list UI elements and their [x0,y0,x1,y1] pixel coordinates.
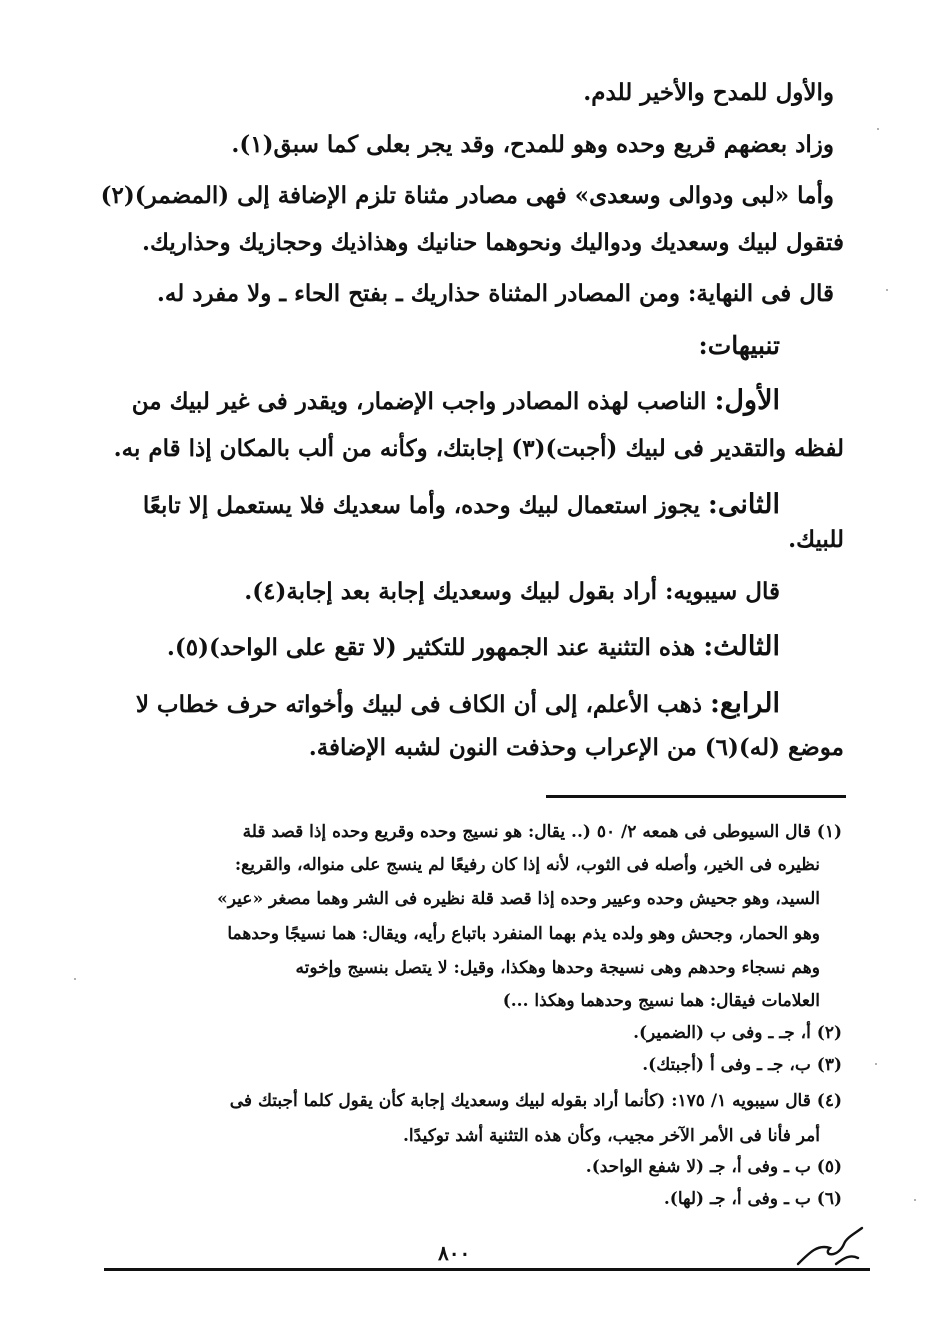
paragraph-first-line [132,386,780,417]
body-line: فتقول لبيك وسعديك ودواليك ونحوهما حنانيك وهذاذيك وحجازيك وحذاريك. [141,229,844,256]
paragraph-first-line [143,490,780,521]
paragraph-label: الثالث: [703,631,780,662]
body-line: قال فى النهاية: ومن المصادر المثناة حذاريك ـ بفتح الحاء ـ ولا مفرد له. [156,280,834,307]
paragraph-text: ذهب الأعلم، إلى أن الكاف فى لبيك وأخواته حرف خطاب لا [135,691,702,718]
body-line: وزاد بعضهم قريع وحده وهو للمدح، وقد يجر بعلى كما سبق(١). [231,131,834,158]
footnote-line: (٥) ب ـ وفى أ، جـ (لا شفع الواحد). [585,1157,842,1177]
paragraph-first-line [136,689,780,720]
paragraph-first-line [167,632,780,663]
paragraph-label: الرابع: [710,688,780,719]
footnote-line: (٢) أ، جـ ـ وفى ب (الضمير). [633,1023,842,1043]
body-line: قال سيبويه: أراد بقول لبيك وسعديك إجابة بعد إجابة(٤). [244,578,780,605]
footnote-separator [546,795,846,798]
catchword-scribble-icon [792,1214,872,1274]
footnote-line: (٦) ب ـ وفى أ، جـ (لها). [663,1189,842,1209]
footnote-line: (١) قال السيوطى فى همعه ٢/ ٥٠ (.. يقال: هو نسيج وحده وقريع وحده إذا قصد قلة [242,822,842,842]
paragraph-text: يجوز استعمال لبيك وحده، وأما سعديك فلا يستعمل إلا تابعًا [142,492,700,519]
footnote-line: (٤) قال سيبويه ١/ ١٧٥: (كأنما أراد بقوله لبيك وسعديك إجابة كأن يقول كلما أجبتك فى [229,1091,842,1111]
footnote-line: العلامات فيقال: هما نسيج وحدهما وهكذا ...) [502,991,820,1011]
body-line: والأول للمدح والأخير للدم. [583,79,834,106]
paragraph-text: الناصب لهذه المصادر واجب الإضمار، ويقدر فى غير لبيك من [131,388,707,415]
body-line: لفظه والتقدير فى لبيك (أجبت)(٣) إجابتك، وكأنه من ألب بالمكان إذا قام به. [113,435,844,462]
bottom-rule [104,1268,870,1271]
footnote-line: السيد، وهو جحيش وحده وعيير وحده إذا قصد قلة نظيره فى الشر وهما مصغر «عير» [217,889,820,909]
footnote-line: نظيره فى الخير، وأصله فى الثوب، لأنه إذا كان رفيعًا لم ينسج على منواله، والقريع: [234,855,820,875]
paragraph-label: الثانى: [707,489,780,520]
body-line: وأما «لبى ودوالى وسعدى» فهى مصادر مثناة تلزم الإضافة إلى (المضمر)(٢) [100,182,834,209]
page-number: ٨٠٠ [438,1241,471,1265]
footnote-line: وهم نسجاء وحدهم وهى نسيجة وحدها وهكذا، وقيل: لا يتصل بنسيج وإخوته [295,958,820,978]
body-line: للبيك. [788,526,844,553]
section-heading: تنبيهات: [698,331,780,360]
footnote-line: أمر فأنا فى الأمر الآخر مجيب، وكأن هذه التثنية أشد توكيدًا. [403,1126,820,1146]
body-line: موضع (له)(٦) من الإعراب وحذفت النون لشبه الإضافة. [308,734,844,761]
footnote-line: (٣) ب، جـ ـ وفى أ (أجبتك). [642,1055,842,1075]
paragraph-label: الأول: [714,385,780,416]
footnote-line: وهو الحمار، وجحش وهو ولده يذم بهما المنفرد باتباع رأيه، ويقال: هما نسيجًا وحدهما [227,924,820,944]
paragraph-text: هذه التثنية عند الجمهور للتكثير (لا تقع على الواحد)(٥). [166,634,696,661]
